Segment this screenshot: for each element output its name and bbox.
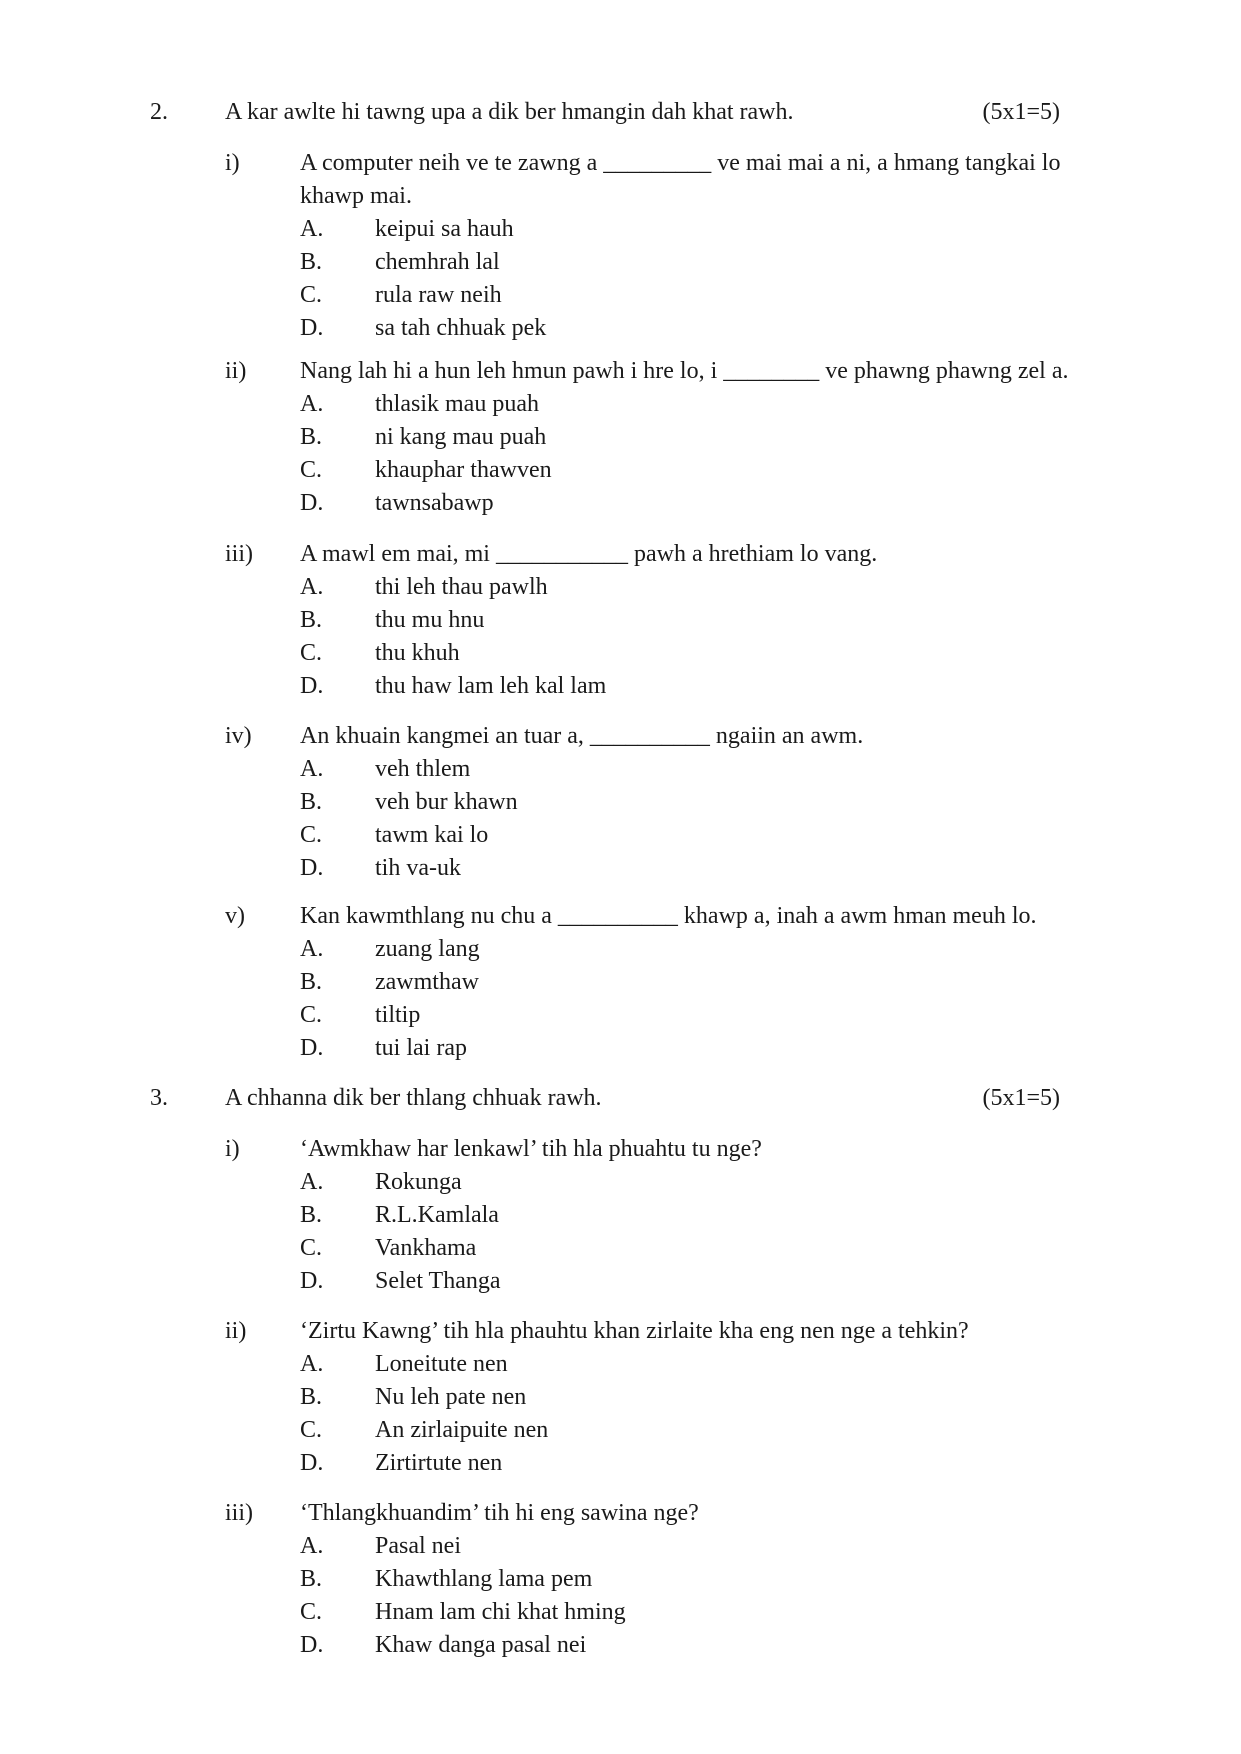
option-text: tiltip <box>375 1002 421 1028</box>
section-marks: (5x1=5) <box>982 99 1060 125</box>
option-letter: C. <box>300 282 323 308</box>
option-text: Pasal nei <box>375 1533 461 1559</box>
option-letter: A. <box>300 574 324 600</box>
question-number: iii) <box>225 1500 253 1526</box>
option-d <box>300 487 1000 520</box>
option-b <box>300 786 1000 819</box>
option-text: khauphar thawven <box>375 457 552 483</box>
option-letter: B. <box>300 249 323 275</box>
option-text: thu mu hnu <box>375 607 485 633</box>
section-number: 2. <box>150 99 168 125</box>
option-text: R.L.Kamlala <box>375 1202 499 1228</box>
option-text: zawmthaw <box>375 969 479 995</box>
option-b <box>300 421 1000 454</box>
option-letter: D. <box>300 1450 324 1476</box>
option-d <box>300 1447 1000 1480</box>
option-b <box>300 1381 1000 1414</box>
option-text: rula raw neih <box>375 282 502 308</box>
option-c <box>300 454 1000 487</box>
option-text: keipui sa hauh <box>375 216 514 242</box>
option-a <box>300 933 1000 966</box>
option-a <box>300 571 1000 604</box>
option-text: thlasik mau puah <box>375 391 539 417</box>
option-a <box>300 213 1000 246</box>
option-c <box>300 1596 1000 1629</box>
question-number: i) <box>225 150 240 176</box>
option-a <box>300 1166 1000 1199</box>
option-letter: A. <box>300 1351 324 1377</box>
option-letter: B. <box>300 1202 323 1228</box>
option-letter: C. <box>300 1235 323 1261</box>
option-text: thu khuh <box>375 640 460 666</box>
option-text: Zirtirtute nen <box>375 1450 503 1476</box>
question-stem: Kan kawmthlang nu chu a __________ khawp a, inah a awm hman meuh lo. <box>300 903 1037 929</box>
option-b <box>300 246 1000 279</box>
option-letter: B. <box>300 789 323 815</box>
option-text: Rokunga <box>375 1169 462 1195</box>
option-letter: D. <box>300 490 324 516</box>
option-text: tih va-uk <box>375 855 461 881</box>
option-b <box>300 604 1000 637</box>
question-stem: An khuain kangmei an tuar a, __________ ngaiin an awm. <box>300 723 864 749</box>
option-c <box>300 819 1000 852</box>
option-letter: D. <box>300 1035 324 1061</box>
option-c <box>300 637 1000 670</box>
option-letter: D. <box>300 315 324 341</box>
option-letter: B. <box>300 969 323 995</box>
option-letter: D. <box>300 1632 324 1658</box>
option-b <box>300 966 1000 999</box>
option-b <box>300 1563 1000 1596</box>
option-d <box>300 1629 1000 1662</box>
option-c <box>300 1232 1000 1265</box>
question-number: iv) <box>225 723 252 749</box>
option-letter: C. <box>300 1417 323 1443</box>
option-letter: D. <box>300 855 324 881</box>
option-letter: A. <box>300 1533 324 1559</box>
question-stem: ‘Awmkhaw har lenkawl’ tih hla phuahtu tu nge? <box>300 1136 762 1162</box>
section-instruction: A kar awlte hi tawng upa a dik ber hmangin dah khat rawh. <box>225 99 794 125</box>
option-letter: B. <box>300 607 323 633</box>
option-d <box>300 1265 1000 1298</box>
question-number: v) <box>225 903 245 929</box>
option-d <box>300 312 1000 345</box>
option-letter: C. <box>300 457 323 483</box>
option-letter: A. <box>300 391 324 417</box>
option-letter: B. <box>300 1566 323 1592</box>
option-c <box>300 279 1000 312</box>
question-stem: A mawl em mai, mi ___________ pawh a hrethiam lo vang. <box>300 541 878 567</box>
question-stem: A computer neih ve te zawng a _________ ve mai mai a ni, a hmang tangkai lo khawp mai. <box>300 150 1061 209</box>
option-text: veh bur khawn <box>375 789 518 815</box>
option-letter: C. <box>300 640 323 666</box>
question-number: i) <box>225 1136 240 1162</box>
option-b <box>300 1199 1000 1232</box>
option-text: Selet Thanga <box>375 1268 501 1294</box>
option-d <box>300 1032 1000 1065</box>
option-text: tawnsabawp <box>375 490 494 516</box>
option-letter: C. <box>300 1599 323 1625</box>
option-letter: C. <box>300 1002 323 1028</box>
option-text: tawm kai lo <box>375 822 489 848</box>
option-d <box>300 852 1000 885</box>
option-letter: A. <box>300 936 324 962</box>
option-text: Khawthlang lama pem <box>375 1566 593 1592</box>
option-letter: C. <box>300 822 323 848</box>
option-text: Loneitute nen <box>375 1351 508 1377</box>
option-c <box>300 999 1000 1032</box>
option-letter: A. <box>300 216 324 242</box>
section-marks: (5x1=5) <box>982 1085 1060 1111</box>
option-text: Khaw danga pasal nei <box>375 1632 587 1658</box>
option-text: thu haw lam leh kal lam <box>375 673 607 699</box>
option-letter: A. <box>300 1169 324 1195</box>
option-letter: B. <box>300 1384 323 1410</box>
option-a <box>300 388 1000 421</box>
option-letter: A. <box>300 756 324 782</box>
option-text: Vankhama <box>375 1235 477 1261</box>
section-2-header <box>150 95 1060 129</box>
option-text: sa tah chhuak pek <box>375 315 547 341</box>
option-text: tui lai rap <box>375 1035 467 1061</box>
option-text: chemhrah lal <box>375 249 500 275</box>
option-text: Hnam lam chi khat hming <box>375 1599 626 1625</box>
option-letter: D. <box>300 673 324 699</box>
section-3-header <box>150 1081 1060 1115</box>
option-text: Nu leh pate nen <box>375 1384 527 1410</box>
question-stem: Nang lah hi a hun leh hmun pawh i hre lo, i ________ ve phawng phawng zel a. <box>300 358 1069 384</box>
option-a <box>300 1348 1000 1381</box>
question-number: ii) <box>225 1318 247 1344</box>
option-text: ni kang mau puah <box>375 424 547 450</box>
option-letter: B. <box>300 424 323 450</box>
option-text: veh thlem <box>375 756 471 782</box>
question-stem: ‘Zirtu Kawng’ tih hla phauhtu khan zirlaite kha eng nen nge a tehkin? <box>300 1318 969 1344</box>
option-c <box>300 1414 1000 1447</box>
question-number: iii) <box>225 541 253 567</box>
option-text: thi leh thau pawlh <box>375 574 548 600</box>
section-instruction: A chhanna dik ber thlang chhuak rawh. <box>225 1085 602 1111</box>
option-a <box>300 1530 1000 1563</box>
section-number: 3. <box>150 1085 168 1111</box>
option-a <box>300 753 1000 786</box>
question-stem: ‘Thlangkhuandim’ tih hi eng sawina nge? <box>300 1500 699 1526</box>
option-d <box>300 670 1000 703</box>
option-text: An zirlaipuite nen <box>375 1417 549 1443</box>
option-letter: D. <box>300 1268 324 1294</box>
question-number: ii) <box>225 358 247 384</box>
option-text: zuang lang <box>375 936 480 962</box>
